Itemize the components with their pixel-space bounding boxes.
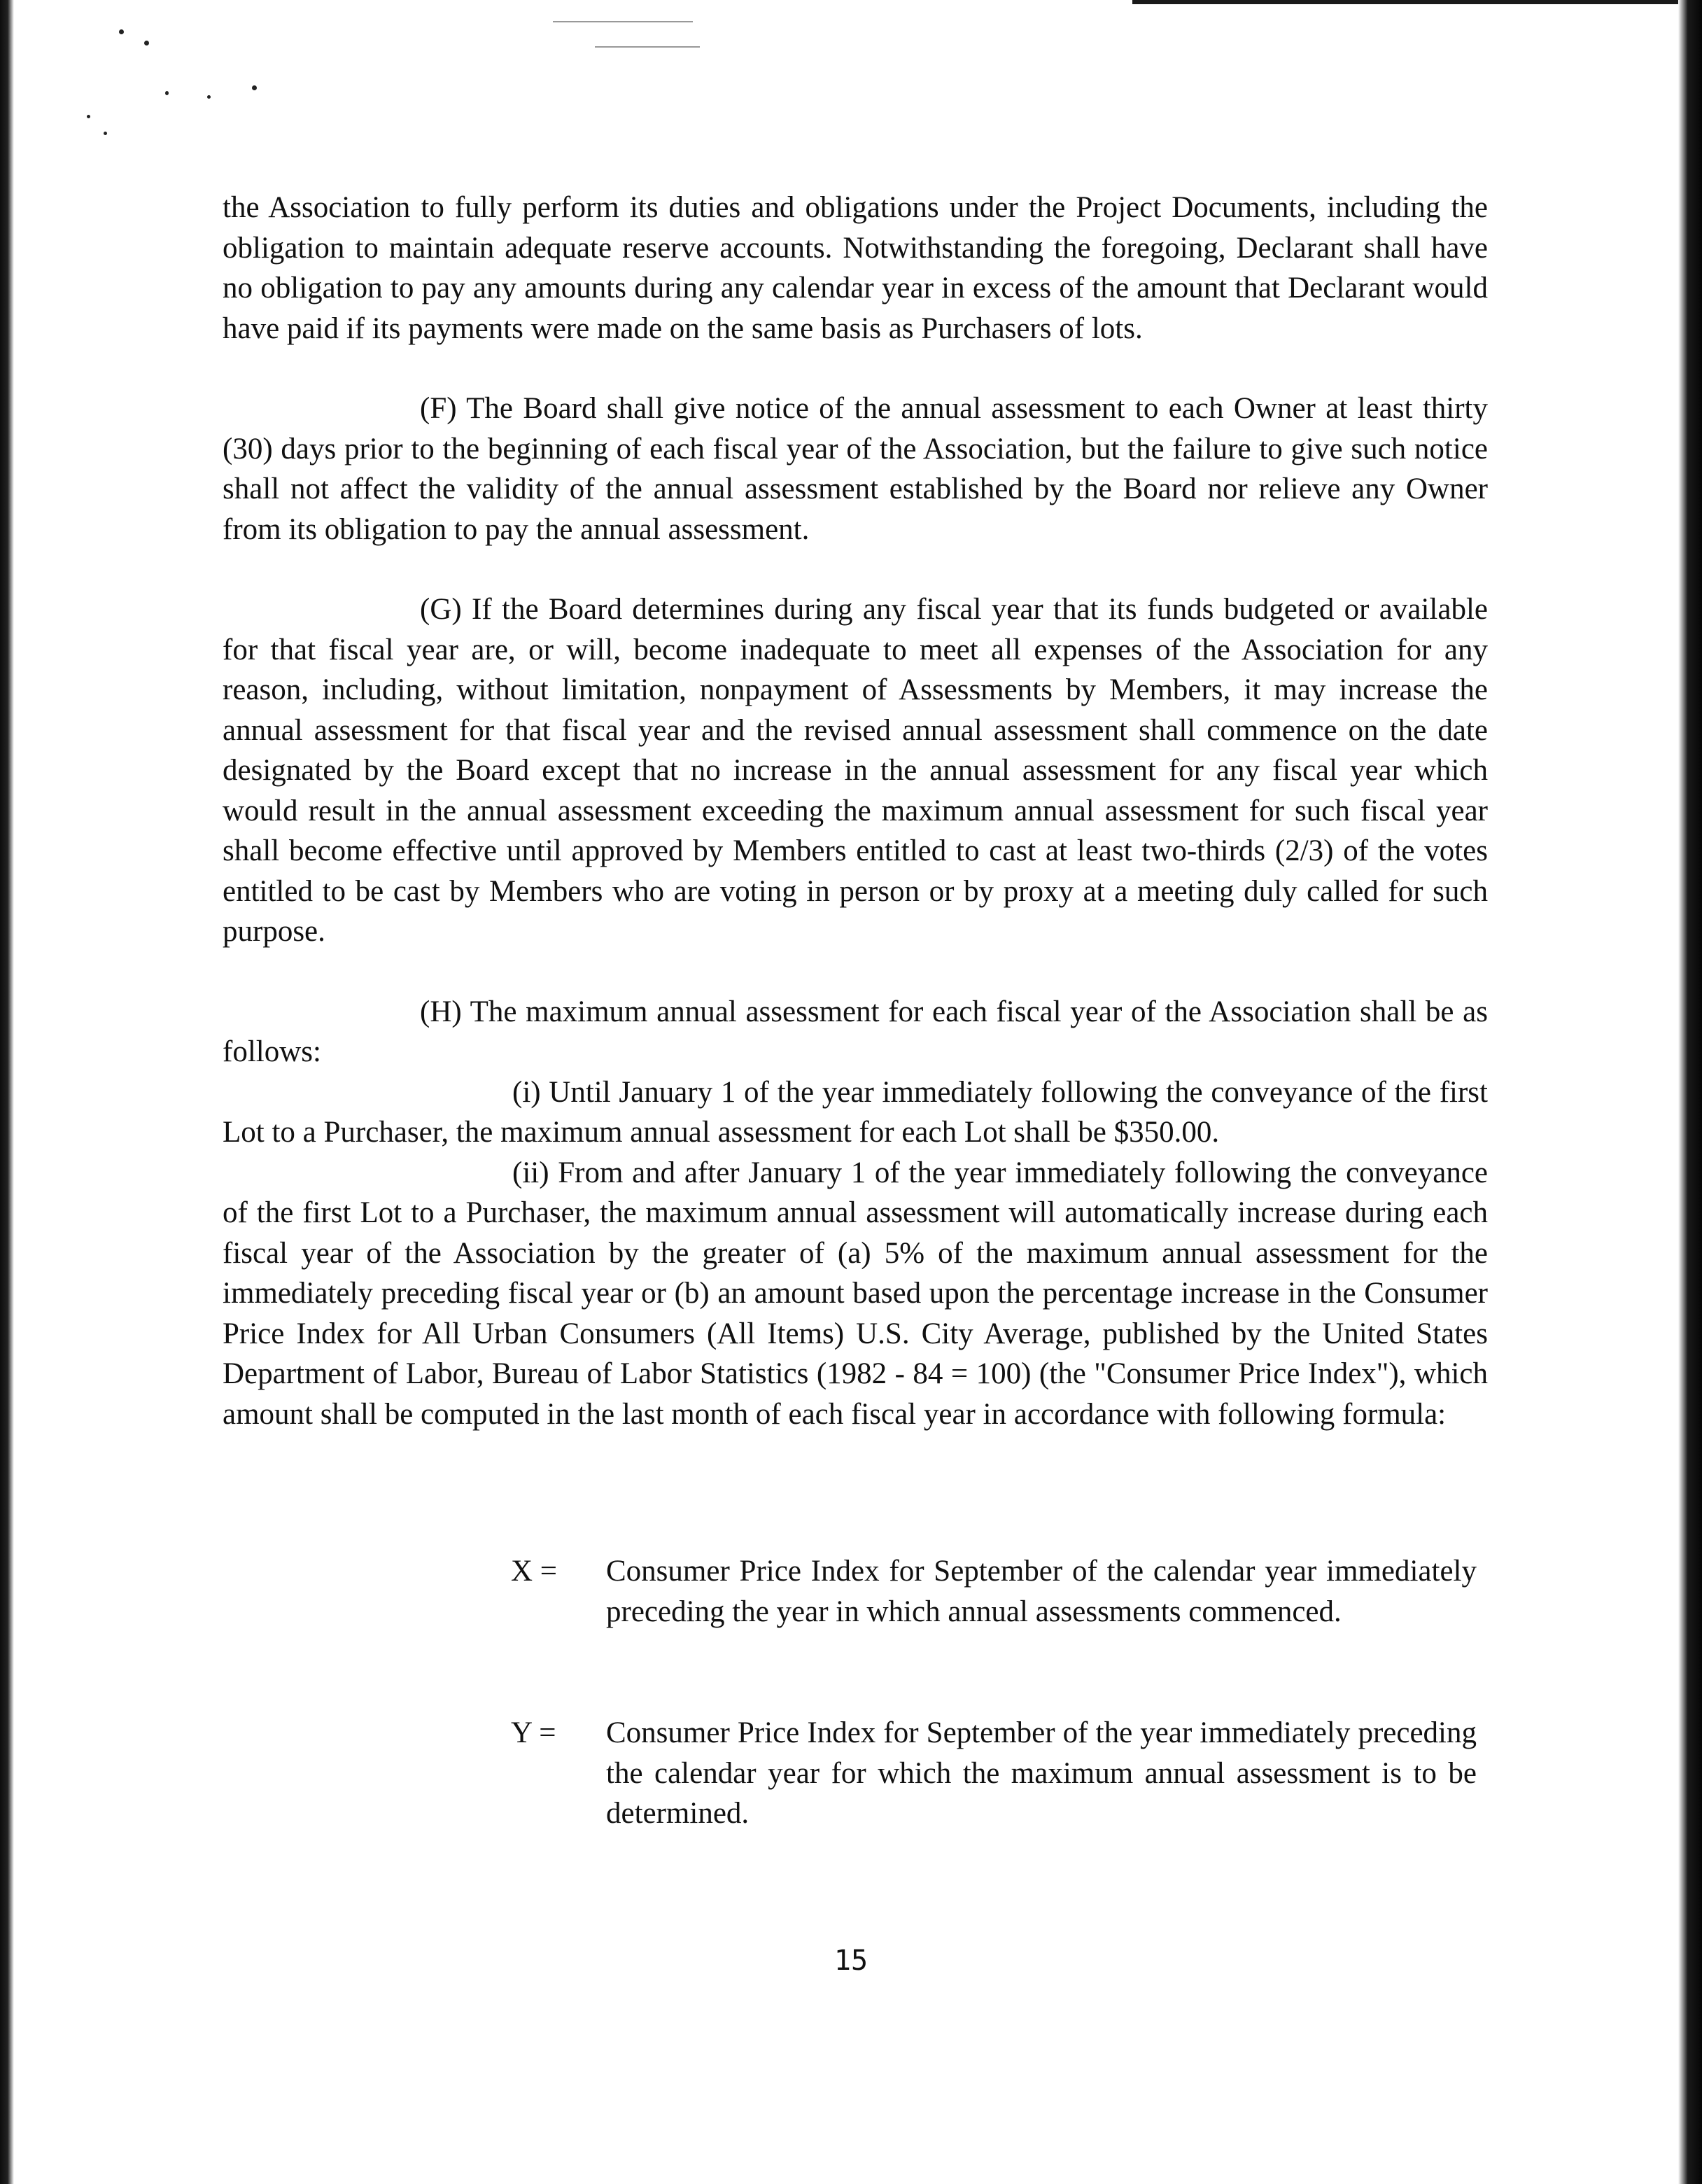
subparagraph-i: (i) Until January 1 of the year immediately following the conveyance of the first Lot to a Purchaser, the maximum annual assessment for each Lot shall be $350.00. (223, 1075, 1488, 1149)
document-body (223, 188, 1488, 1434)
scan-speck (252, 85, 257, 90)
formula-variable: Y = (511, 1716, 556, 1749)
formula-definition: Consumer Price Index for September of the year immediately preceding the calendar year for which the maximum annual assessment is to be determined. (606, 1716, 1477, 1830)
scan-speck (207, 95, 211, 99)
scan-speck (104, 132, 107, 135)
paragraph-h: (H) The maximum annual assessment for each fiscal year of the Association shall be as follows: (223, 995, 1488, 1068)
scan-edge-right (1678, 0, 1702, 2184)
paragraph-f: (F) The Board shall give notice of the annual assessment to each Owner at least thirty (30) days prior to the beginning of each fiscal year of the Association, but the failure to give such notice shall not affect the validity of the annual assessment established by the Board nor relieve any Owner from its obligation to pay the annual assessment. (223, 392, 1488, 546)
scan-dash (553, 21, 693, 22)
scan-speck (119, 29, 124, 34)
scan-speck (87, 115, 90, 118)
formula-definition: Consumer Price Index for September of the calendar year immediately preceding the year in which annual assessments commenced. (606, 1555, 1477, 1628)
scan-dash (595, 46, 700, 48)
scan-edge-top (1132, 0, 1678, 4)
continuation-paragraph: the Association to fully perform its duties and obligations under the Project Documents, including the obligation to maintain adequate reserve accounts. Notwithstanding the foregoing, Declarant shall have no obligation to pay any amounts during any calendar year in excess of the amount that Declarant would have paid if its payments were made on the same basis as Purchasers of lots. (223, 191, 1488, 345)
scan-speck (144, 41, 149, 46)
paragraph-g: (G) If the Board determines during any fiscal year that its funds budgeted or available for that fiscal year are, or will, become inadequate to meet all expenses of the Association for any reason, including, without limitation, nonpayment of Assessments by Members, it may increase the annual assessment for that fiscal year and the revised annual assessment shall commence on the date designated by the Board except that no increase in the annual assessment for any fiscal year which would result in the annual assessment exceeding the maximum annual assessment for such fiscal year shall become effective until approved by Members entitled to cast at least two-thirds (2/3) of the votes entitled to be cast by Members who are voting in person or by proxy at a meeting duly called for such purpose. (223, 593, 1488, 948)
scan-speck (165, 91, 169, 95)
formula-variable: X = (511, 1555, 558, 1588)
formula-y (511, 1713, 1477, 1834)
subparagraph-ii: (ii) From and after January 1 of the year immediately following the conveyance of the first Lot to a Purchaser, the maximum annual assessment will automatically increase during each fiscal year of the Association by the greater of (a) 5% of the maximum annual assessment for the immediately preceding fiscal year or (b) an amount based upon the percentage increase in the Consumer Price Index for All Urban Consumers (All Items) U.S. City Average, published by the United States Department of Labor, Bureau of Labor Statistics (1982 - 84 = 100) (the "Consumer Price Index"), which amount shall be computed in the last month of each fiscal year in accordance with following formula: (223, 1156, 1488, 1431)
formula-x (511, 1551, 1477, 1632)
scan-edge-left (0, 0, 14, 2184)
page-number: 15 (834, 1945, 868, 1977)
